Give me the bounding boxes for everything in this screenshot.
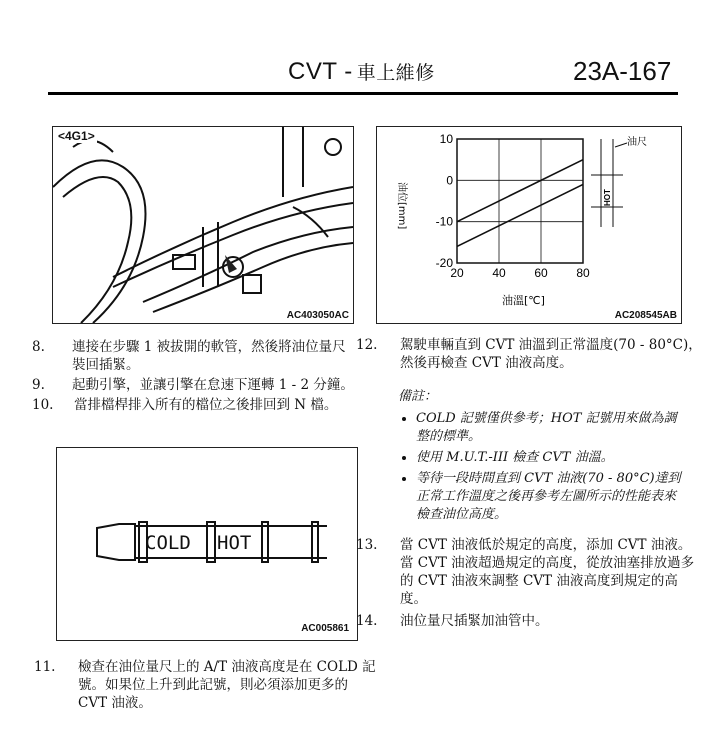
x-tick-label: 40 — [492, 266, 506, 280]
engine-hose-figure — [52, 126, 354, 324]
y-axis-label: 油位[mm] — [396, 182, 407, 230]
title-sub: 車上維修 — [356, 62, 435, 84]
figure-code: AC403050AC — [286, 310, 349, 321]
step-9: 9. 起動引擎，並讓引擎在怠速下運轉 1 - 2 分鐘。 — [32, 377, 354, 393]
y-tick-label: 10 — [439, 132, 453, 146]
note-item: • 使用 M.U.T.-III 檢查 CVT 油溫。 — [416, 449, 682, 467]
step-11: 11. 檢查在油位量尺上的 A/T 油液高度是在 COLD 記號。如果位上升到此記號，則必須添加更多的 CVT 油液。 — [34, 659, 376, 711]
series-line-lower — [457, 184, 583, 246]
page-title — [288, 58, 435, 86]
engine-label: <4G1> — [58, 129, 95, 143]
series-line-upper — [457, 160, 583, 222]
notes-block — [398, 388, 682, 527]
dipstick-code: AC005861 — [301, 623, 349, 634]
step-12: 12. 駕駛車輛直到 CVT 油溫到正常溫度(70 - 80°C)，然後再檢查 CVT 油液高度。 — [356, 337, 702, 371]
y-tick-label: -10 — [435, 214, 453, 229]
note-item: • COLD 記號僅供參考；HOT 記號用來做為調整的標準。 — [416, 410, 682, 446]
x-axis-label: 油溫[℃] — [502, 294, 545, 307]
y-tick-label: 0 — [446, 173, 453, 188]
chart-plot-area — [457, 139, 583, 263]
dipstick-figure — [56, 447, 358, 641]
hot-label: HOT — [603, 189, 612, 206]
oil-level-chart — [377, 127, 681, 323]
step-13: 13. 當 CVT 油液低於規定的高度，添加 CVT 油液。當 CVT 油液超過規定的高度，從放油塞排放過多的 CVT 油液來調整 CVT 油液高度到規定的高度。 — [356, 537, 695, 607]
chart-code: AC208545AB — [614, 310, 677, 321]
x-tick-label: 20 — [450, 266, 464, 280]
step-10: 10. 當排檔桿排入所有的檔位之後排回到 N 檔。 — [32, 397, 338, 413]
y-tick-label: -20 — [435, 256, 453, 270]
note-item: • 等待一段時間直到 CVT 油液(70 - 80°C)達到正常工作溫度之後再參考左圖所示的性能表來檢查油位高度。 — [416, 470, 682, 524]
dipstick-label: 油尺 — [627, 137, 647, 148]
step-14: 14. 油位量尺插緊加油管中。 — [356, 613, 549, 629]
step-8: 8. 連接在步驟 1 被拔開的軟管，然後將油位量尺裝回插緊。 — [32, 339, 346, 373]
hot-mark: HOT — [217, 532, 252, 554]
cold-mark: COLD — [145, 532, 191, 554]
x-tick-label: 60 — [534, 266, 548, 280]
x-tick-label: 80 — [576, 266, 590, 280]
steps-left — [32, 338, 357, 414]
notes-heading: 備註： — [398, 389, 438, 404]
title-main: CVT - — [288, 58, 353, 85]
oil-level-chart-figure — [376, 126, 682, 324]
dipstick-leader — [615, 143, 627, 147]
engine-illustration — [53, 127, 353, 323]
header-rule — [48, 92, 678, 95]
dipstick-illustration — [57, 448, 357, 640]
page-number: 23A-167 — [573, 56, 672, 86]
